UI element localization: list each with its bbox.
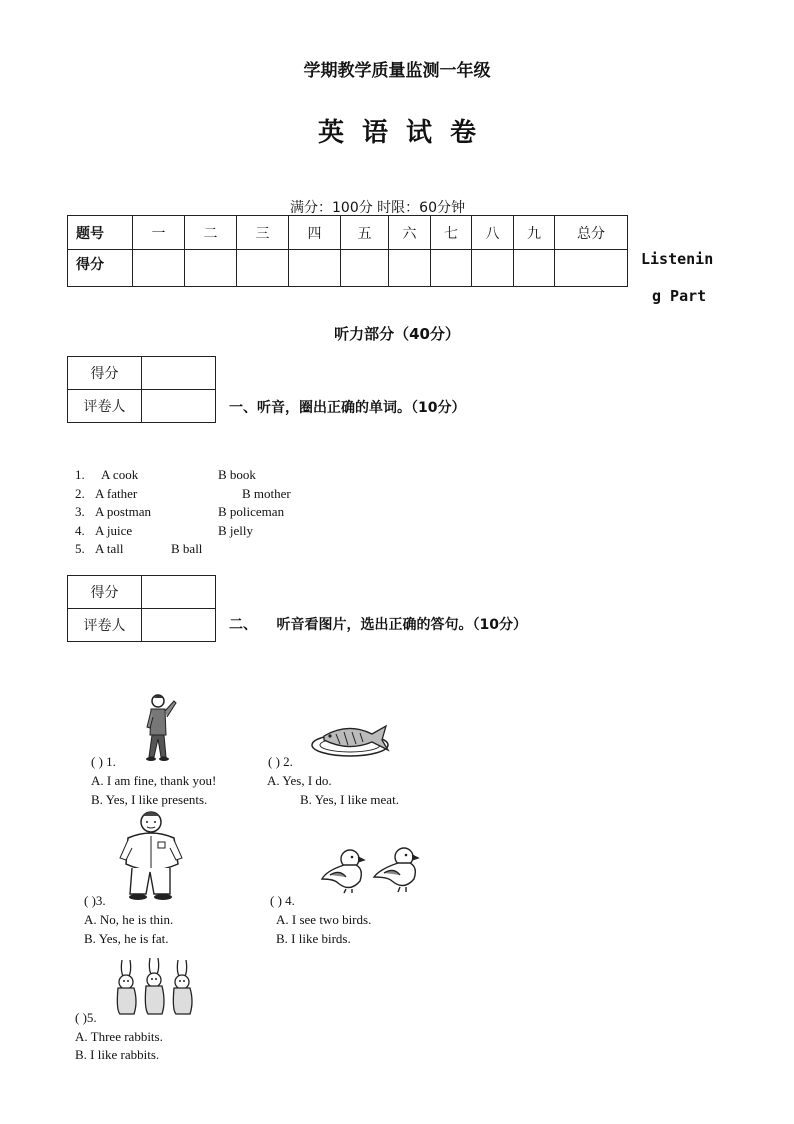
section1-list — [75, 466, 375, 559]
q2-item-4-option-b[interactable]: B. I like birds. — [276, 931, 351, 946]
list-item — [75, 540, 375, 559]
item-number: 3. — [75, 504, 85, 519]
option-a[interactable]: A father — [95, 485, 138, 501]
subject-title: 英语试卷 — [317, 118, 494, 148]
q2-item-5-label[interactable]: ( )5. — [75, 1010, 97, 1025]
option-a[interactable]: A tall — [95, 541, 124, 556]
score-col-8: 八 — [472, 216, 514, 250]
option-a[interactable]: A cook — [101, 467, 139, 482]
option-b[interactable]: B policeman — [218, 504, 285, 519]
option-b[interactable]: B ball — [171, 541, 203, 556]
side-label-line1: Listenin — [641, 250, 714, 268]
q2-item-1-option-b[interactable]: B. Yes, I like presents. — [91, 792, 208, 807]
item-number: 1. — [75, 467, 85, 482]
score-cell[interactable] — [185, 250, 237, 287]
option-b[interactable]: B jelly — [218, 522, 254, 538]
score-cell[interactable] — [289, 250, 341, 287]
listening-part-title: 听力部分（40分） — [334, 325, 460, 343]
q2-item-1-option-a[interactable]: A. I am fine, thank you! — [91, 773, 217, 788]
grader-name-label: 评卷人 — [68, 609, 142, 642]
option-a[interactable]: A postman — [95, 504, 151, 519]
score-col-9: 九 — [514, 216, 555, 250]
q2-item-3-label[interactable]: ( )3. — [84, 893, 106, 908]
grader-name-label: 评卷人 — [68, 390, 142, 423]
q2-item-3-option-b[interactable]: B. Yes, he is fat. — [84, 931, 169, 946]
score-cell[interactable] — [431, 250, 472, 287]
score-cell-total[interactable] — [555, 250, 628, 287]
score-col-7: 七 — [431, 216, 472, 250]
score-table — [67, 215, 628, 287]
q2-item-3-option-a[interactable]: A. No, he is thin. — [84, 912, 174, 927]
option-b[interactable]: B book — [218, 467, 256, 482]
grader-name-cell[interactable] — [142, 390, 216, 423]
section1-title: 一、听音，圈出正确的单词。（10分） — [229, 400, 466, 416]
fish-on-plate-icon — [310, 720, 392, 758]
item-number: 4. — [75, 522, 85, 538]
score-col-3: 三 — [237, 216, 289, 250]
score-cell[interactable] — [472, 250, 514, 287]
man-walking-icon — [140, 693, 180, 763]
grader-box-1 — [67, 356, 216, 423]
option-a[interactable]: A juice — [95, 522, 133, 538]
score-col-5: 五 — [341, 216, 389, 250]
score-cell[interactable] — [389, 250, 431, 287]
grader-score-label: 得分 — [68, 357, 142, 390]
q2-item-4-label[interactable]: ( ) 4. — [270, 893, 295, 908]
list-item — [75, 503, 375, 522]
grader-box-2 — [67, 575, 216, 642]
q2-item-5-option-a[interactable]: A. Three rabbits. — [75, 1029, 163, 1044]
score-cell[interactable] — [514, 250, 555, 287]
item-number: 2. — [75, 485, 85, 501]
score-row-label: 得分 — [68, 250, 133, 287]
two-birds-icon — [316, 845, 420, 895]
q2-item-1-label[interactable]: ( ) 1. — [91, 754, 116, 769]
grader-name-cell[interactable] — [142, 609, 216, 642]
score-info: 满分：100分 时限：60分钟 — [290, 200, 465, 216]
score-col-total: 总分 — [555, 216, 628, 250]
score-table-header-label: 题号 — [68, 216, 133, 250]
q2-item-2-label[interactable]: ( ) 2. — [268, 754, 293, 769]
list-item — [75, 522, 375, 541]
grader-score-label: 得分 — [68, 576, 142, 609]
item-number: 5. — [75, 541, 85, 556]
score-col-2: 二 — [185, 216, 237, 250]
three-rabbits-icon — [114, 958, 204, 1018]
score-col-1: 一 — [133, 216, 185, 250]
q2-item-2-option-a[interactable]: A. Yes, I do. — [267, 773, 332, 788]
list-item — [75, 466, 375, 485]
exam-title: 学期教学质量监测一年级 — [303, 61, 491, 81]
fat-man-icon — [118, 810, 188, 902]
score-col-4: 四 — [289, 216, 341, 250]
q2-item-2-option-b[interactable]: B. Yes, I like meat. — [300, 792, 399, 807]
q2-item-4-option-a[interactable]: A. I see two birds. — [276, 912, 372, 927]
list-item — [75, 485, 375, 504]
score-col-6: 六 — [389, 216, 431, 250]
q2-item-5-option-b[interactable]: B. I like rabbits. — [75, 1047, 160, 1062]
section2-title: 二、 听音看图片，选出正确的答句。（10分） — [229, 617, 527, 633]
grader-score-cell[interactable] — [142, 357, 216, 390]
score-cell[interactable] — [237, 250, 289, 287]
option-b[interactable]: B mother — [242, 485, 291, 501]
score-cell[interactable] — [341, 250, 389, 287]
grader-score-cell[interactable] — [142, 576, 216, 609]
score-cell[interactable] — [133, 250, 185, 287]
side-label-line2: g Part — [652, 287, 707, 305]
